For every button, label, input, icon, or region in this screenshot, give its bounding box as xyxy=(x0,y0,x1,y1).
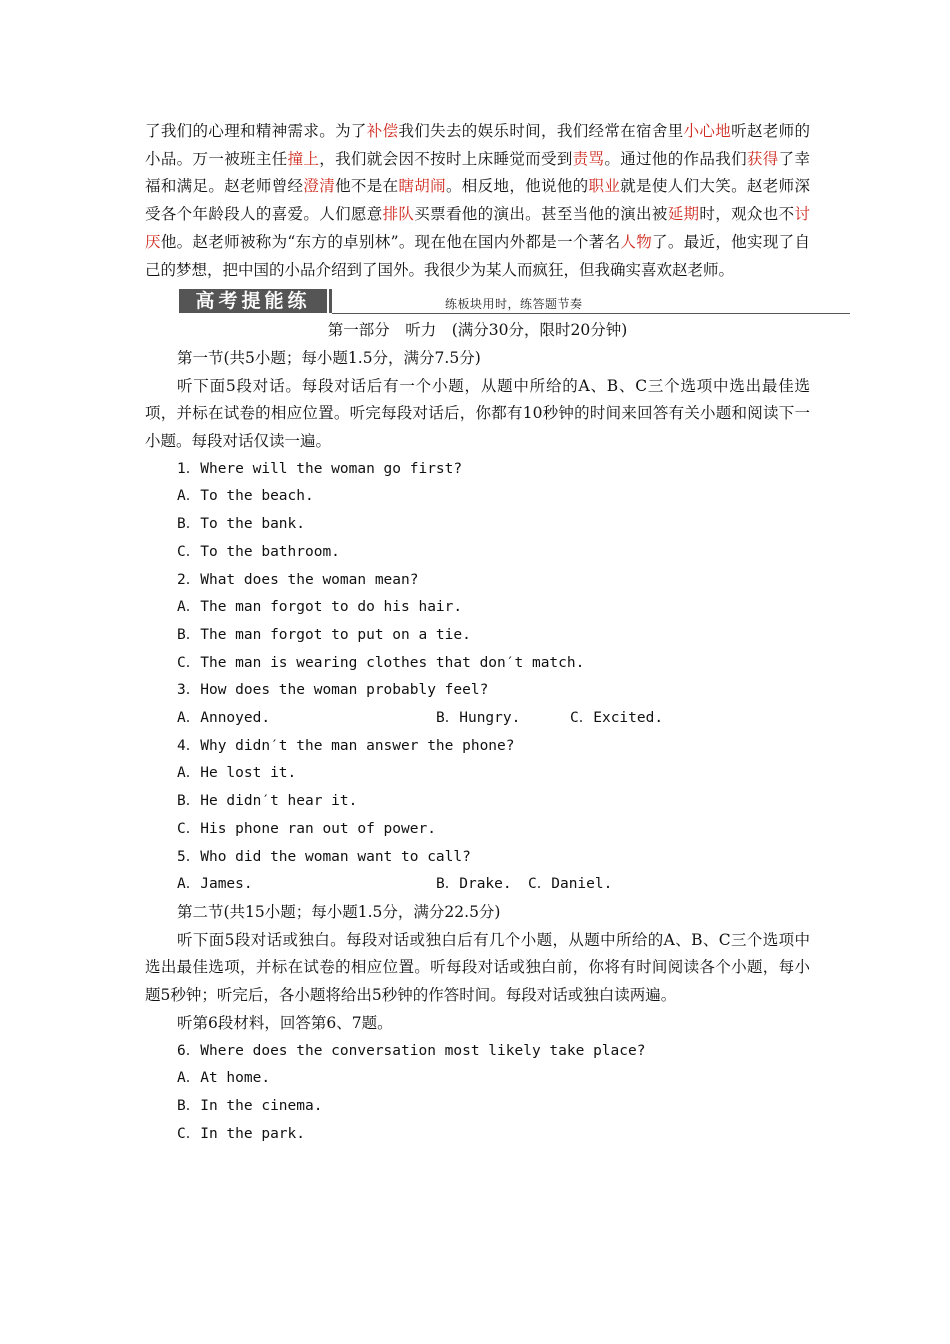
section2-title: 第二节(共15小题；每小题1.5分，满分22.5分) xyxy=(177,902,501,921)
q3-option-b: B．Hungry. xyxy=(436,710,521,727)
material-6-heading: 听第6段材料，回答第6、7题。 xyxy=(177,1013,393,1032)
intro-text: 了我们的心理和精神需求。为了 xyxy=(145,122,367,140)
section1-instructions: 听下面5段对话。每段对话后有一个小题，从题中所给的A、B、C三个选项中选出最佳选项，并标在试卷的相应位置。听完每段对话后，你都有10秒钟的时间来回答有关小题和阅读下一小题。每段对话仅读一遍。 xyxy=(145,376,810,451)
highlighted-term: 获得 xyxy=(746,149,779,168)
intro-text: 听赵老师的小品。万一被班主任 xyxy=(145,122,810,168)
q4-option-b: B．He didn′t hear it. xyxy=(177,793,358,810)
intro-text: 。相反地，他说他的 xyxy=(445,177,589,196)
highlighted-term: 撞上 xyxy=(287,149,320,168)
question-6: 6．Where does the conversation most likely take place? xyxy=(177,1042,646,1059)
highlighted-term: 补偿 xyxy=(366,122,399,140)
intro-text: 就是使人们大笑。赵老师深受各个年龄段人的喜爱。人们愿意 xyxy=(145,177,810,224)
question-1: 1．Where will the woman go first? xyxy=(177,460,463,477)
section-header xyxy=(145,287,810,317)
q6-option-c: C．In the park. xyxy=(177,1125,305,1142)
question-2: 2．What does the woman mean? xyxy=(177,571,419,588)
q3-option-c: C．Excited. xyxy=(570,710,664,727)
question-5: 5．Who did the woman want to call? xyxy=(177,848,471,865)
q4-option-c: C．His phone ran out of power. xyxy=(177,820,436,837)
intro-text: 我们失去的娱乐时间，我们经常在宿舍里 xyxy=(398,122,684,140)
intro-text: 他。赵老师被称为“东方的卓别林”。现在他在国内外都是一个著名 xyxy=(160,232,621,251)
header-subtitle: 练板块用时，练答题节奏 xyxy=(445,297,583,312)
q2-option-c: C．The man is wearing clothes that don′t match. xyxy=(177,654,585,671)
question-3: 3．How does the woman probably feel? xyxy=(177,682,489,699)
section1-title: 第一节(共5小题；每小题1.5分，满分7.5分) xyxy=(177,348,481,367)
highlighted-term: 讨厌 xyxy=(145,205,810,251)
header-rule xyxy=(332,313,850,314)
q5-option-a: A．James. xyxy=(177,876,253,893)
document-page xyxy=(145,118,810,1148)
intro-text: 。通过他的作品我们 xyxy=(604,149,747,168)
highlighted-term: 人物 xyxy=(620,232,653,251)
header-tag-edge xyxy=(329,289,332,313)
intro-text: 了。最近，他实现了自己的梦想，把中国的小品介绍到了国外。我很少为某人而疯狂，但我确实喜欢赵老师。 xyxy=(145,232,810,279)
q2-option-a: A．The man forgot to do his hair. xyxy=(177,599,463,616)
intro-paragraph xyxy=(145,118,810,284)
intro-text: 买票看他的演出。甚至当他的演出被 xyxy=(414,205,668,224)
highlighted-term: 责骂 xyxy=(572,149,605,168)
intro-text: 他不是在 xyxy=(335,177,399,196)
q5-option-c: C．Daniel. xyxy=(528,876,613,893)
part1-title: 第一部分 听力 (满分30分，限时20分钟) xyxy=(327,321,628,340)
header-tag: 高考提能练 xyxy=(179,289,327,313)
q1-option-a: A．To the beach. xyxy=(177,488,314,505)
q5-options xyxy=(145,871,810,899)
q5-option-b: B．Drake. xyxy=(436,876,512,893)
highlighted-term: 澄清 xyxy=(303,177,336,196)
q1-option-b: B．To the bank. xyxy=(177,516,305,533)
intro-text: ，我们就会因不按时上床睡觉而受到 xyxy=(319,149,573,168)
section2-instructions: 听下面5段对话或独白。每段对话或独白后有几个小题，从题中所给的A、B、C三个选项中选出最佳选项，并标在试卷的相应位置。听每段对话或独白前，你将有时间阅读各个小题，每小题5秒钟；听完后，各小题将给出5秒钟的作答时间。每段对话或独白读两遍。 xyxy=(145,930,810,1005)
intro-text: 时，观众也不 xyxy=(699,205,795,224)
question-4: 4．Why didn′t the man answer the phone? xyxy=(177,737,515,754)
q4-option-a: A．He lost it. xyxy=(177,765,297,782)
intro-text: 了幸福和满足。赵老师曾经 xyxy=(145,149,810,196)
q2-option-b: B．The man forgot to put on a tie. xyxy=(177,626,471,643)
q3-option-a: A．Annoyed. xyxy=(177,710,271,727)
q3-options xyxy=(145,705,810,733)
q6-option-b: B．In the cinema. xyxy=(177,1097,323,1114)
highlighted-term: 延期 xyxy=(667,205,700,224)
highlighted-term: 排队 xyxy=(382,205,415,224)
highlighted-term: 小心地 xyxy=(683,122,732,140)
highlighted-term: 瞎胡闹 xyxy=(398,177,446,196)
q1-option-c: C．To the bathroom. xyxy=(177,543,340,560)
highlighted-term: 职业 xyxy=(588,177,621,196)
q6-option-a: A．At home. xyxy=(177,1070,271,1087)
